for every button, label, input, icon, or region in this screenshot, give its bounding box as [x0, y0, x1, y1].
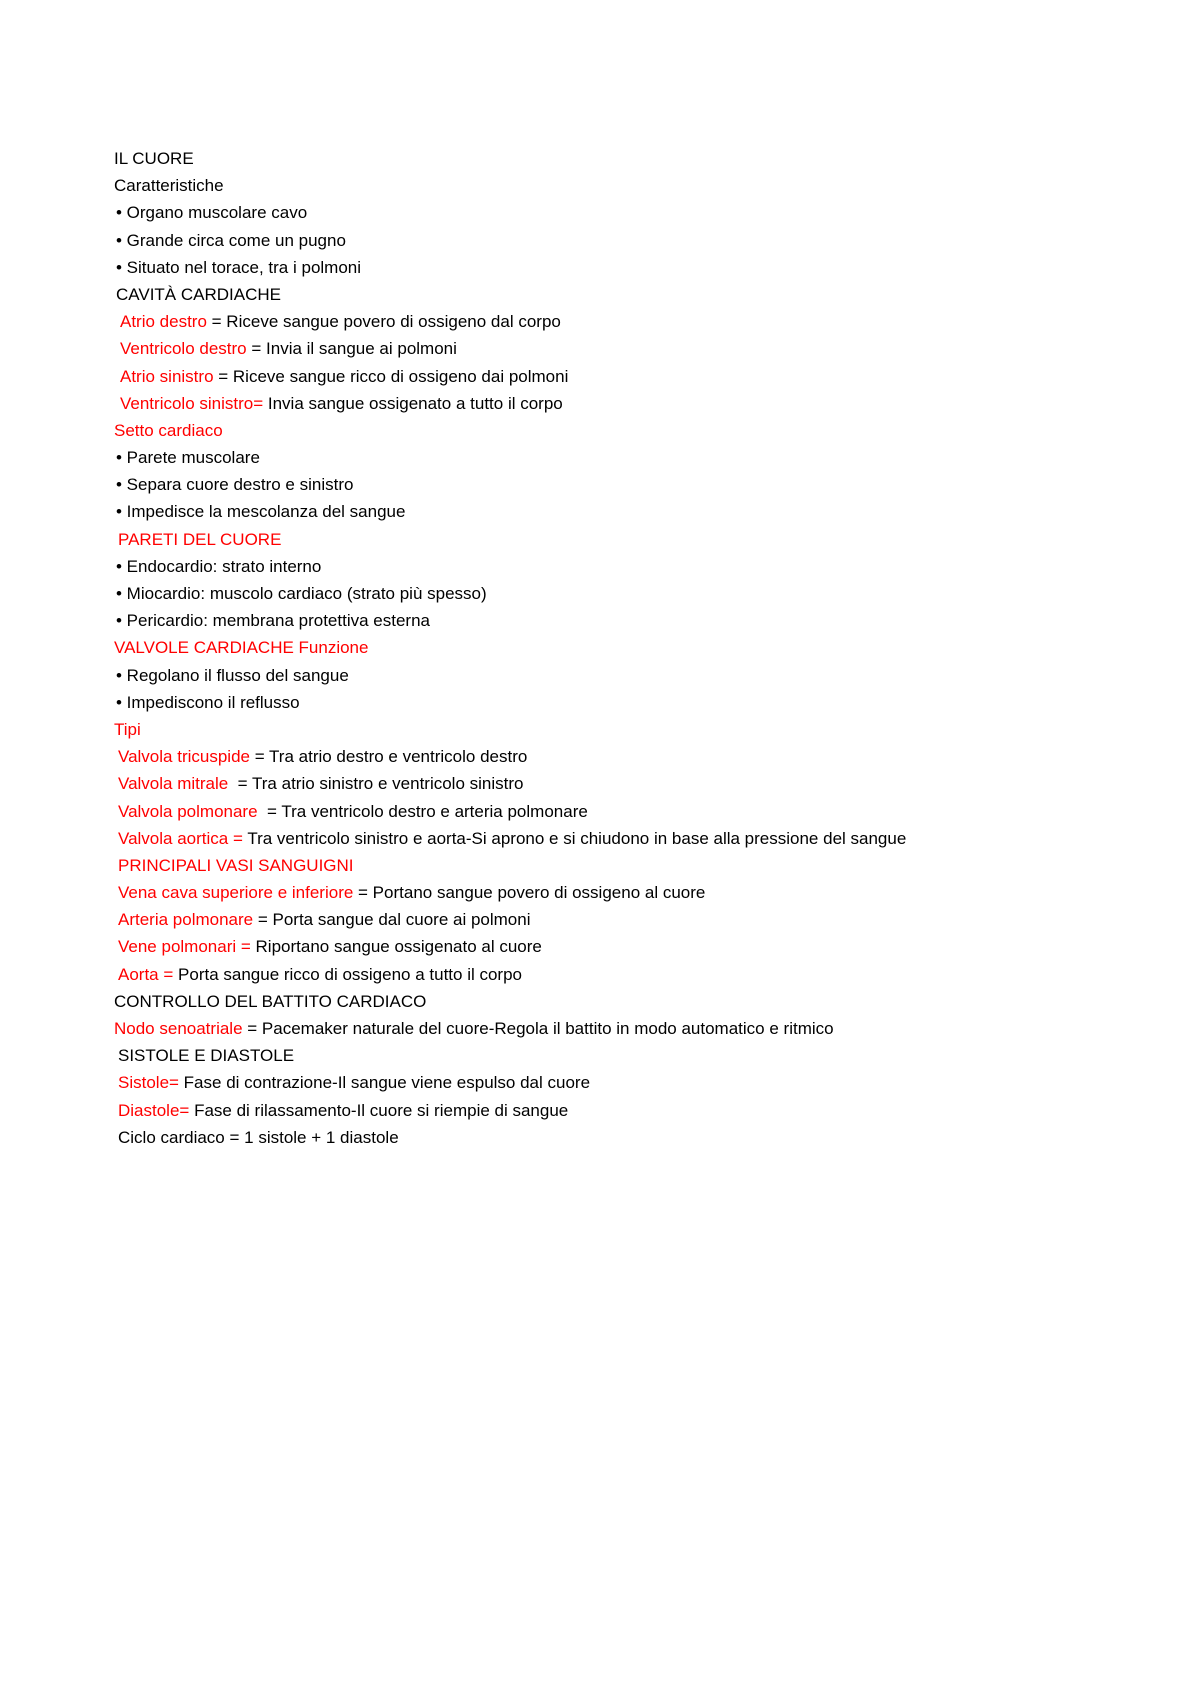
- text-line: [114, 498, 1094, 525]
- highlighted-term: VALVOLE CARDIACHE Funzione: [114, 638, 369, 658]
- highlighted-term: Ventricolo sinistro=: [120, 393, 264, 413]
- highlighted-term: PRINCIPALI VASI SANGUIGNI: [118, 855, 354, 875]
- text-line: [114, 553, 1094, 580]
- text-line: [114, 607, 1094, 634]
- text-line: [114, 906, 1094, 933]
- body-text: • Situato nel torace, tra i polmoni: [116, 257, 362, 277]
- document-body: [114, 145, 1094, 1151]
- body-text: SISTOLE E DIASTOLE: [118, 1046, 295, 1066]
- highlighted-term: Valvola polmonare: [118, 801, 263, 821]
- body-text: = Tra ventricolo destro e arteria polmonare: [262, 801, 588, 821]
- highlighted-term: Valvola mitrale: [118, 774, 233, 794]
- text-line: [114, 879, 1094, 906]
- body-text: • Grande circa come un pugno: [116, 230, 346, 250]
- body-text: Riportano sangue ossigenato al cuore: [250, 937, 542, 957]
- highlighted-term: Atrio sinistro: [120, 366, 214, 386]
- body-text: IL CUORE: [114, 149, 194, 168]
- highlighted-term: Nodo senoatriale: [114, 1019, 243, 1038]
- text-line: [114, 471, 1094, 498]
- text-line: [114, 390, 1094, 417]
- text-line: [114, 852, 1094, 879]
- text-line: [114, 1042, 1094, 1069]
- body-text: • Pericardio: membrana protettiva esterna: [116, 611, 430, 631]
- highlighted-term: Aorta =: [118, 964, 174, 984]
- highlighted-term: Diastole=: [118, 1100, 190, 1120]
- text-line: [114, 417, 1094, 444]
- text-line: [114, 1015, 1094, 1042]
- text-line: [114, 662, 1094, 689]
- body-text: = Riceve sangue povero di ossigeno dal corpo: [206, 312, 561, 332]
- text-line: [114, 363, 1094, 390]
- body-text: = Invia il sangue ai polmoni: [246, 339, 457, 359]
- body-text: Fase di rilassamento-Il cuore si riempie di sangue: [189, 1100, 569, 1120]
- body-text: Caratteristiche: [114, 176, 224, 196]
- body-text: • Regolano il flusso del sangue: [116, 665, 349, 685]
- text-line: [114, 933, 1094, 960]
- body-text: = Portano sangue povero di ossigeno al cuore: [353, 883, 706, 903]
- text-line: [114, 281, 1094, 308]
- text-line: [114, 825, 1094, 852]
- text-line: [114, 199, 1094, 226]
- text-line: [114, 526, 1094, 553]
- text-line: [114, 716, 1094, 743]
- highlighted-term: Sistole=: [118, 1073, 179, 1093]
- text-line: [114, 961, 1094, 988]
- text-line: [114, 770, 1094, 797]
- body-text: Tra ventricolo sinistro e aorta-Si aprono e si chiudono in base alla pressione del sangue: [242, 828, 907, 848]
- body-text: = Riceve sangue ricco di ossigeno dai polmoni: [213, 366, 569, 386]
- body-text: • Impediscono il reflusso: [116, 692, 300, 712]
- text-line: [114, 335, 1094, 362]
- body-text: Ciclo cardiaco = 1 sistole + 1 diastole: [118, 1127, 399, 1147]
- highlighted-term: Setto cardiaco: [114, 420, 223, 440]
- highlighted-term: Arteria polmonare: [118, 910, 254, 930]
- body-text: • Separa cuore destro e sinistro: [116, 475, 354, 495]
- text-line: [114, 580, 1094, 607]
- highlighted-term: Valvola tricuspide: [118, 747, 250, 767]
- body-text: = Porta sangue dal cuore ai polmoni: [253, 910, 531, 930]
- text-line: [114, 227, 1094, 254]
- body-text: • Endocardio: strato interno: [116, 556, 322, 576]
- text-line: [114, 689, 1094, 716]
- body-text: • Impedisce la mescolanza del sangue: [116, 502, 406, 522]
- text-line: [114, 634, 1094, 661]
- text-line: [114, 1124, 1094, 1151]
- body-text: Invia sangue ossigenato a tutto il corpo: [263, 393, 563, 413]
- highlighted-term: PARETI DEL CUORE: [118, 529, 282, 549]
- text-line: [114, 1097, 1094, 1124]
- body-text: • Organo muscolare cavo: [116, 203, 308, 223]
- highlighted-term: Vene polmonari =: [118, 937, 251, 957]
- body-text: = Tra atrio destro e ventricolo destro: [249, 747, 528, 767]
- text-line: [114, 988, 1094, 1015]
- highlighted-term: Ventricolo destro: [120, 339, 247, 359]
- body-text: CAVITÀ CARDIACHE: [116, 284, 281, 304]
- highlighted-term: Atrio destro: [120, 312, 207, 332]
- body-text: Porta sangue ricco di ossigeno a tutto il corpo: [173, 964, 522, 984]
- text-line: [114, 145, 1094, 172]
- text-line: [114, 743, 1094, 770]
- body-text: Fase di contrazione-Il sangue viene espulso dal cuore: [178, 1073, 591, 1093]
- body-text: = Tra atrio sinistro e ventricolo sinistro: [232, 774, 524, 794]
- body-text: • Miocardio: muscolo cardiaco (strato più spesso): [116, 584, 487, 603]
- text-line: [114, 254, 1094, 281]
- body-text: CONTROLLO DEL BATTITO CARDIACO: [114, 991, 427, 1011]
- text-line: [114, 308, 1094, 335]
- highlighted-term: Tipi: [114, 719, 141, 739]
- body-text: = Pacemaker naturale del cuore-Regola il battito in modo automatico e ritmico: [242, 1019, 834, 1038]
- text-line: [114, 798, 1094, 825]
- highlighted-term: Vena cava superiore e inferiore: [118, 883, 354, 903]
- text-line: [114, 172, 1094, 199]
- text-line: [114, 444, 1094, 471]
- body-text: • Parete muscolare: [116, 448, 260, 468]
- text-line: [114, 1069, 1094, 1096]
- highlighted-term: Valvola aortica =: [118, 828, 243, 848]
